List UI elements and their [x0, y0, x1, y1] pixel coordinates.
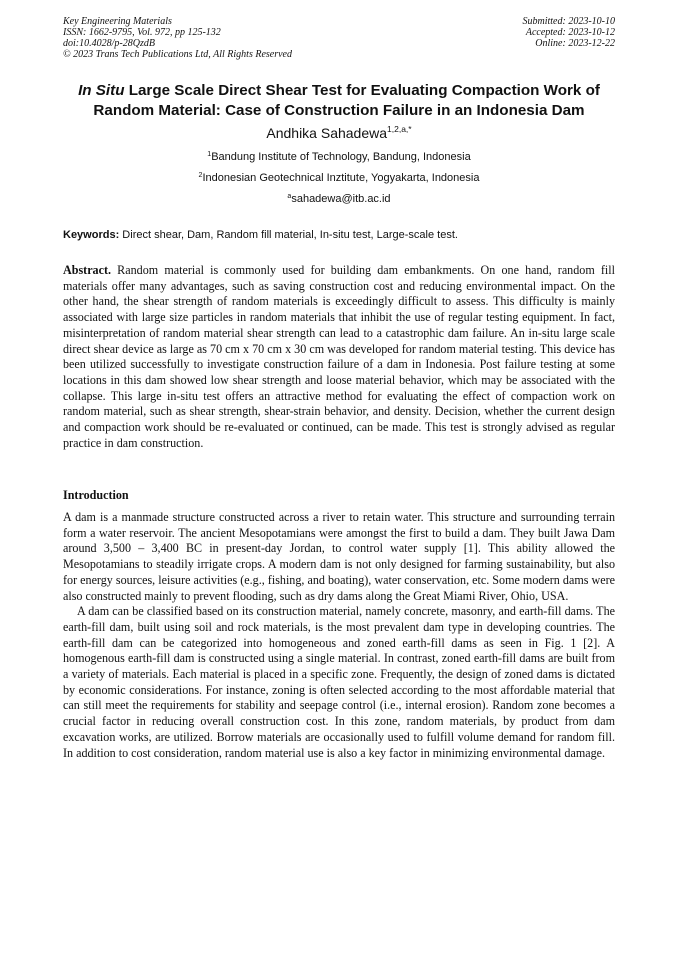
- keywords-text: Direct shear, Dam, Random fill material, In-situ test, Large-scale test.: [119, 229, 458, 241]
- affiliation-2-marker: 2: [198, 172, 203, 179]
- journal-name: Key Engineering Materials: [63, 16, 172, 27]
- author-name: Andhika Sahadewa: [266, 125, 388, 141]
- journal-doi[interactable]: doi:10.4028/p-28QzdB: [63, 38, 155, 49]
- abstract: [63, 263, 615, 451]
- affiliation-2: [0, 171, 678, 185]
- accepted-date: Accepted: 2023-10-12: [525, 27, 615, 38]
- intro-paragraph-2: A dam can be classified based on its construction material, namely concrete, masonry, and earth-fill dams. The earth-fill dam, built using soil and rock materials, is the most prevalent dam type in developing countries. The earth-fill dam can be categorized into homogeneous and zoned earth-fill dams as seen in Fig. 1 [2]. A homogenous earth-fill dam is constructed using a single material. In contrast, zoned earth-fill dams are built from a variety of materials. Each material is placed in a specific zone. Frequently, the design of zoned dams is dictated by economic considerations. For instance, zoning is often selected according to the most affordable material that can still meet the requirements for stability and seepage control (i.e., internal erosion). Random zone becomes a crucial factor in reducing overall construction cost. In this zone, random materials, by product from dam excavation works, are utilized. Borrow materials are occasionally used to fulfill volume demand for random fill. In addition to cost consideration, random material use is also a key factor in minimizing environmental damage.: [63, 604, 615, 760]
- email-text[interactable]: sahadewa@itb.ac.id: [291, 193, 391, 205]
- author-email: [0, 192, 678, 206]
- intro-paragraph-1: A dam is a manmade structure constructed across a river to retain water. This structure and surrounding terrain form a water reservoir. The ancient Mesopotamians were amongst the first to build a dam. They built Jawa Dam around 3,500 – 3,400 BC in present-day Jordan, to control water supply [1]. This ability allowed the Mesopotamians to steadily irrigate crops. A modern dam is not only designed for farming sustainability, but also for energy sources, leisure activities (e.g., fishing, and boating), water conservation, etc. Some modern dams were also constructed mainly to prevent flooding, such as dry dams along the Great Miami River, Ohio, USA.: [63, 510, 615, 603]
- keywords-label: Keywords:: [63, 229, 120, 241]
- introduction-body: [63, 510, 615, 761]
- journal-header-left: [63, 16, 292, 60]
- author-line: [0, 124, 678, 142]
- journal-issn: ISSN: 1662-9795, Vol. 972, pp 125-132: [63, 27, 221, 38]
- journal-copyright: © 2023 Trans Tech Publications Ltd, All Rights Reserved: [63, 49, 292, 60]
- affiliation-1: [0, 150, 678, 164]
- affiliation-1-text: Bandung Institute of Technology, Bandung, Indonesia: [211, 151, 471, 163]
- author-superscript: 1,2,a,*: [387, 124, 412, 134]
- email-marker: a: [287, 193, 292, 200]
- abstract-label: Abstract.: [63, 263, 112, 277]
- paper-title-rest: Large Scale Direct Shear Test for Evaluating Compaction Work of Random Material: Case of Construction Failure in an Indonesia Dam: [93, 82, 600, 119]
- submitted-date: Submitted: 2023-10-10: [522, 16, 615, 27]
- online-date: Online: 2023-12-22: [535, 38, 615, 49]
- keywords: [63, 228, 615, 242]
- introduction-heading: Introduction: [63, 488, 129, 502]
- affiliation-1-marker: 1: [207, 151, 212, 158]
- paper-title: [50, 81, 628, 121]
- paper-title-italic: In Situ: [78, 82, 125, 99]
- journal-header-right: [523, 16, 616, 49]
- affiliation-2-text: Indonesian Geotechnical Inztitute, Yogyakarta, Indonesia: [202, 172, 480, 184]
- abstract-text: Random material is commonly used for building dam embankments. On one hand, random fill materials offer many advantages, such as saving construction cost and reducing environmental impact. On the other hand, the shear strength of random materials is exceedingly difficult to assess. This difficulty is mainly associated with large size particles in random materials that inhibit the use of regular testing equipment. In fact, misinterpretation of random material shear strength can lead to a catastrophic dam failure. An in-situ large scale direct shear device as large as 70 cm x 70 cm x 30 cm was developed for random material testing. This device has been utilized successfully to investigate construction failure of a dam in Indonesia. Post failure testing at some locations in this dam showed low shear strength and loose material behavior, which may be associated with the collapse. This large in-situ test offers an attractive method for evaluating the effect of compaction work on random material, such as shear strength, shear-strain behavior, and density. Decision, whether the current design and compaction work should be re-evaluated or continued, can be made. This test is strongly advised as regular practice in dam construction.: [63, 263, 615, 450]
